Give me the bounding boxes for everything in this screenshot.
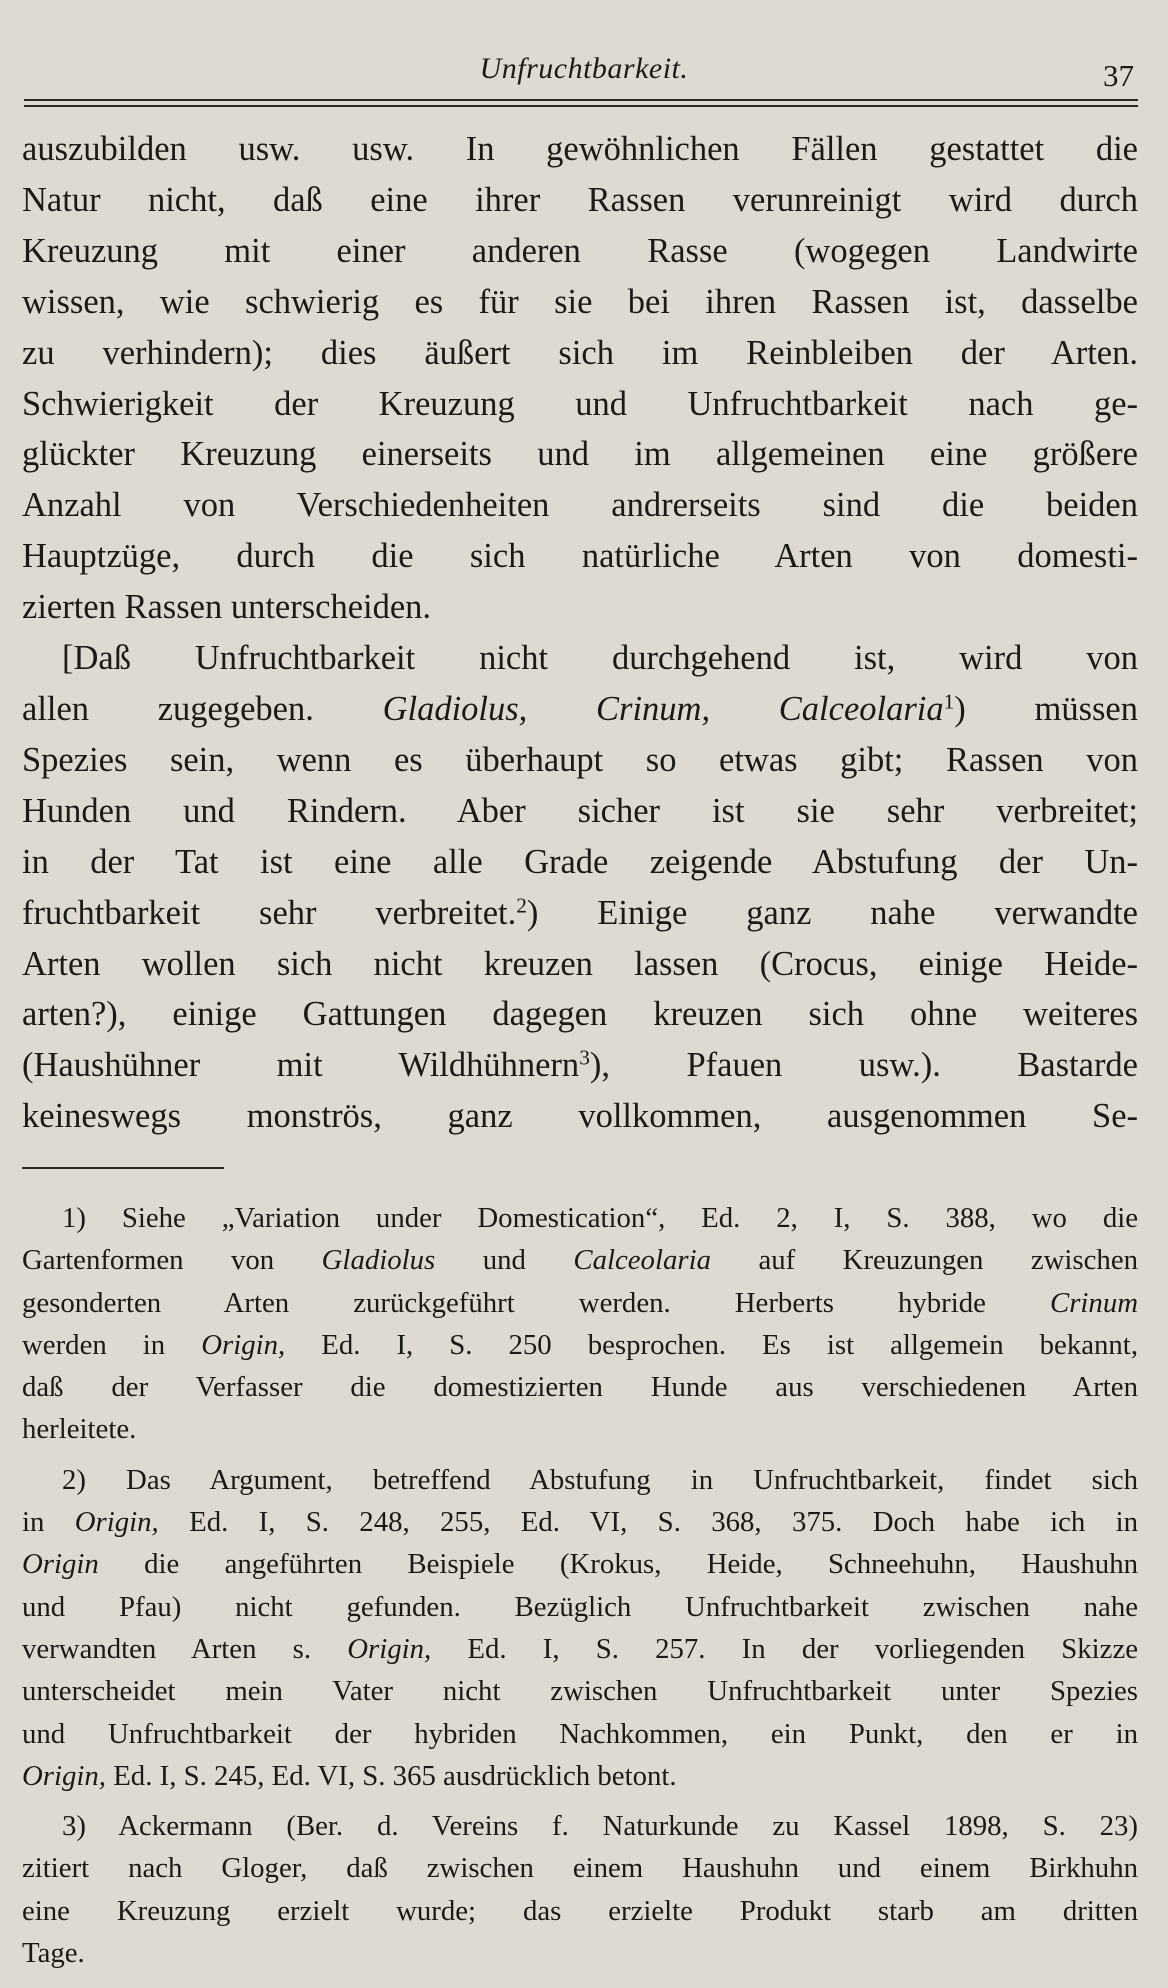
footnote-2 — [22, 1459, 1138, 1797]
text-line: Hauptzüge, durch die sich natürliche Arten von domesti- — [22, 537, 1138, 576]
text-line — [22, 633, 1138, 684]
text-line — [22, 1628, 1138, 1670]
italic-term: Origin, — [347, 1632, 432, 1665]
text-line: und Pfau) nicht gefunden. Bezüglich Unfruchtbarkeit zwischen nahe — [22, 1590, 1138, 1623]
footnote-marker: 3 — [579, 1045, 590, 1070]
text-segment: 2) Das Argument, betreffend Abstufung in Unfruchtbarkeit, findet sich — [62, 1463, 1138, 1496]
italic-term: Origin — [22, 1548, 99, 1581]
text-segment: allen zugegeben. — [22, 689, 314, 728]
text-line: eine Kreuzung erzielt wurde; das erzielte Produkt starb am dritten — [22, 1894, 1138, 1927]
page-number: 37 — [1103, 58, 1134, 93]
text-line — [22, 1239, 1138, 1281]
text-line — [22, 1543, 1138, 1585]
text-segment: Ed. I, S. 245, Ed. VI, S. 365 ausdrücklich betont. — [113, 1759, 677, 1792]
text-line: arten?), einige Gattungen dagegen kreuzen sich ohne weiteres — [22, 995, 1138, 1034]
text-line — [22, 684, 1138, 735]
text-line: Arten wollen sich nicht kreuzen lassen (Crocus, einige Heide- — [22, 944, 1138, 983]
text-line: Spezies sein, wenn es überhaupt so etwas gibt; Rassen von — [22, 740, 1138, 779]
text-segment: 1) Siehe „Variation under Domestication“, Ed. 2, I, S. 388, wo die — [62, 1202, 1138, 1234]
text-segment: (Haushühner mit Wildhühnern — [22, 1046, 580, 1085]
text-segment: die angeführten Beispiele (Krokus, Heide, Schneehuhn, Haushuhn — [144, 1548, 1138, 1581]
text-line: unterscheidet mein Vater nicht zwischen Unfruchtbarkeit unter Spezies — [22, 1675, 1138, 1708]
text-segment: verwandten Arten s. — [22, 1632, 312, 1665]
text-segment: fruchtbarkeit sehr verbreitet. — [22, 893, 517, 932]
text-segment: und — [482, 1244, 526, 1277]
italic-term: Gladiolus, — [382, 689, 528, 728]
running-head — [0, 48, 1168, 98]
text-line — [22, 1282, 1138, 1324]
text-segment: Ed. I, S. 250 besprochen. Es ist allgemein bekannt, — [321, 1328, 1139, 1361]
paragraph-2 — [22, 633, 1138, 1142]
text-line: wissen, wie schwierig es für sie bei ihren Rassen ist, dasselbe — [22, 282, 1138, 321]
text-segment: werden in — [22, 1328, 166, 1361]
text-line: in der Tat ist eine alle Grade zeigende Abstufung der Un- — [22, 842, 1138, 881]
italic-term: Origin, — [74, 1506, 159, 1539]
footnote-3 — [22, 1805, 1138, 1974]
text-line: Schwierigkeit der Kreuzung und Unfruchtbarkeit nach ge- — [22, 384, 1138, 423]
text-segment: Gartenformen von — [22, 1244, 275, 1277]
footnotes — [22, 1197, 1138, 1974]
text-line: herleitete. — [22, 1413, 137, 1446]
italic-term: Calceolaria — [573, 1244, 711, 1277]
text-line: Hunden und Rindern. Aber sicher ist sie sehr verbreitet; — [22, 791, 1138, 830]
header-rule-bottom — [24, 105, 1138, 107]
text-line: zitiert nach Gloger, daß zwischen einem Haushuhn und einem Birkhuhn — [22, 1852, 1138, 1885]
text-segment: [Daß Unfruchtbarkeit nicht durchgehend ist, wird von — [62, 639, 1138, 678]
italic-term: Crinum, — [596, 689, 711, 728]
text-line — [22, 1197, 1138, 1239]
text-line — [22, 1324, 1138, 1366]
text-line — [22, 1755, 1138, 1797]
italic-term: Origin, — [201, 1328, 286, 1361]
text-line — [22, 1501, 1138, 1543]
text-line: auszubilden usw. usw. In gewöhnlichen Fällen gestattet die — [22, 130, 1138, 168]
text-line: daß der Verfasser die domestizierten Hunde aus verschiedenen Arten — [22, 1371, 1138, 1404]
header-rule-top — [24, 99, 1138, 101]
text-segment: gesonderten Arten zurückgeführt werden. Herberts hybride — [22, 1286, 986, 1319]
text-line: Tage. — [22, 1937, 85, 1970]
body-text — [22, 124, 1138, 1142]
text-line — [22, 888, 1138, 939]
paragraph-1 — [22, 124, 1138, 633]
text-line: keineswegs monströs, ganz vollkommen, ausgenommen Se- — [22, 1097, 1138, 1136]
footnote-divider — [22, 1167, 224, 1169]
text-segment: ) Einige ganz nahe verwandte — [526, 893, 1138, 932]
text-segment: Ed. I, S. 248, 255, Ed. VI, S. 368, 375. Doch habe ich in — [189, 1506, 1139, 1539]
italic-term: Crinum — [1050, 1286, 1139, 1319]
text-line: Natur nicht, daß eine ihrer Rassen verunreinigt wird durch — [22, 180, 1138, 219]
text-line — [22, 1459, 1138, 1501]
text-line: Anzahl von Verschiedenheiten andrerseits sind die beiden — [22, 486, 1138, 525]
text-line: glückter Kreuzung einerseits und im allgemeinen eine größere — [22, 435, 1138, 474]
text-line: und Unfruchtbarkeit der hybriden Nachkommen, ein Punkt, den er in — [22, 1717, 1138, 1750]
text-line: zu verhindern); dies äußert sich im Reinbleiben der Arten. — [22, 333, 1138, 372]
italic-term: Gladiolus — [321, 1244, 436, 1277]
text-segment: ), Pfauen usw.). Bastarde — [589, 1046, 1138, 1085]
text-segment: auf Kreuzungen zwischen — [758, 1244, 1138, 1277]
text-segment: in — [22, 1506, 45, 1539]
text-segment: 3) Ackermann (Ber. d. Vereins f. Naturkunde zu Kassel 1898, S. 23) — [62, 1810, 1138, 1843]
text-line: zierten Rassen unterscheiden. — [22, 588, 432, 627]
footnote-marker: 2 — [516, 892, 527, 917]
text-line — [22, 1040, 1138, 1091]
text-segment: ) müssen — [954, 689, 1138, 728]
footnote-1 — [22, 1197, 1138, 1451]
running-title: Unfruchtbarkeit. — [479, 52, 689, 85]
text-segment: Ed. I, S. 257. In der vorliegenden Skizze — [467, 1632, 1139, 1665]
text-line — [22, 1805, 1138, 1847]
italic-term: Origin, — [22, 1759, 107, 1792]
text-line: Kreuzung mit einer anderen Rasse (wogegen Landwirte — [22, 231, 1138, 270]
italic-term: Calceolaria — [778, 689, 944, 728]
footnote-marker: 1 — [943, 689, 955, 714]
